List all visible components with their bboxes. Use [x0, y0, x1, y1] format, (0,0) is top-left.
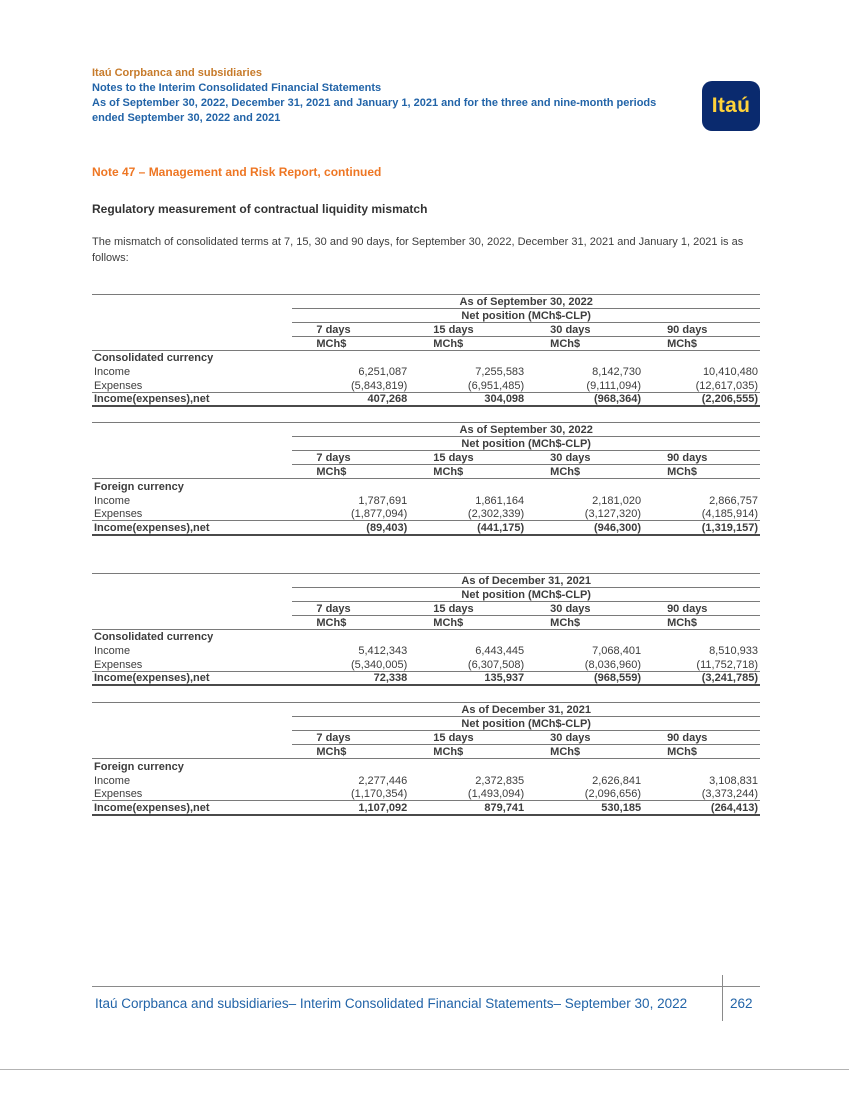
table-row-net: [92, 392, 760, 406]
column-header-7days: 7 days: [292, 322, 409, 336]
unit-label: MCh$: [643, 615, 760, 629]
cell-value: 2,626,841: [592, 774, 642, 787]
row-label: Income(expenses),net: [92, 801, 292, 815]
table-row-expenses: [92, 657, 760, 671]
cell-value: 8,142,730: [592, 366, 642, 379]
cell-value: (2,302,339): [467, 508, 525, 521]
section-title: Regulatory measurement of contractual liquidity mismatch: [92, 202, 428, 216]
cell-value: (3,241,785): [643, 671, 760, 685]
table-period: As of September 30, 2022: [292, 294, 760, 308]
table-row-expenses: [92, 378, 760, 392]
section-row: [92, 629, 760, 643]
table-row-net: [92, 521, 760, 535]
row-label: Income: [94, 774, 131, 787]
cell-value: (5,843,819): [351, 379, 408, 392]
cell-value: 7,255,583: [475, 366, 525, 379]
cell-value: (4,185,914): [701, 508, 758, 521]
page-footer: [92, 986, 760, 1017]
column-header-row: [92, 451, 760, 465]
row-label: Expenses: [94, 788, 143, 801]
table-row-income: [92, 773, 760, 787]
unit-label: MCh$: [292, 615, 409, 629]
unit-label: MCh$: [526, 465, 643, 479]
table-subtitle: Net position (MCh$-CLP): [292, 308, 760, 322]
column-header-30days: 30 days: [526, 322, 643, 336]
column-header-7days: 7 days: [292, 601, 409, 615]
row-label: Income(expenses),net: [92, 521, 292, 535]
section-row: [92, 759, 760, 773]
column-header-15days: 15 days: [409, 451, 526, 465]
cell-value: 6,251,087: [358, 366, 408, 379]
section-row: [92, 479, 760, 493]
note-title: Note 47 – Management and Risk Report, continued: [92, 165, 382, 179]
period-row: [92, 423, 760, 437]
section-label: Consolidated currency: [94, 631, 214, 644]
column-header-row: [92, 601, 760, 615]
header-text-block: [92, 66, 674, 125]
table-subtitle: Net position (MCh$-CLP): [292, 717, 760, 731]
column-header-30days: 30 days: [526, 451, 643, 465]
table-period: As of September 30, 2022: [292, 423, 760, 437]
unit-label: MCh$: [526, 336, 643, 350]
document-period-line: As of September 30, 2022, December 31, 2021 and January 1, 2021 and for the three and nine-month periods ended September 30, 2022 and 2021: [92, 96, 657, 124]
cell-value: (8,036,960): [584, 658, 642, 671]
row-label: Income: [94, 366, 131, 379]
column-header-30days: 30 days: [526, 731, 643, 745]
period-row: [92, 294, 760, 308]
unit-label: MCh$: [409, 465, 526, 479]
unit-label: MCh$: [409, 336, 526, 350]
column-header-row: [92, 322, 760, 336]
intro-paragraph: The mismatch of consolidated terms at 7, 15, 30 and 90 days, for September 30, 2022, December 31, 2021 and January 1, 2021 is as follows:: [92, 236, 744, 264]
cell-value: (3,127,320): [584, 508, 642, 521]
cell-value: (2,206,555): [643, 392, 760, 406]
subtitle-row: [92, 717, 760, 731]
row-label: Expenses: [94, 508, 143, 521]
unit-label: MCh$: [643, 465, 760, 479]
cell-value: 2,277,446: [358, 774, 408, 787]
table-row-income: [92, 493, 760, 507]
cell-value: (3,373,244): [701, 788, 758, 801]
subtitle-row: [92, 587, 760, 601]
table-dec2021-consolidated: [92, 573, 760, 687]
cell-value: (2,096,656): [584, 788, 642, 801]
column-header-15days: 15 days: [409, 731, 526, 745]
table-subtitle: Net position (MCh$-CLP): [292, 587, 760, 601]
column-header-90days: 90 days: [643, 601, 760, 615]
cell-value: 10,410,480: [702, 366, 758, 379]
table-period: As of December 31, 2021: [292, 573, 760, 587]
section-row: [92, 350, 760, 364]
subtitle-row: [92, 437, 760, 451]
cell-value: (1,493,094): [467, 788, 525, 801]
row-label: Income(expenses),net: [92, 671, 292, 685]
unit-label: MCh$: [526, 745, 643, 759]
cell-value: 2,866,757: [709, 494, 758, 507]
column-header-30days: 30 days: [526, 601, 643, 615]
cell-value: 407,268: [292, 392, 409, 406]
cell-value: 135,937: [409, 671, 526, 685]
column-header-15days: 15 days: [409, 322, 526, 336]
table-row-net: [92, 801, 760, 815]
row-label: Income: [94, 645, 131, 658]
column-header-15days: 15 days: [409, 601, 526, 615]
column-header-90days: 90 days: [643, 731, 760, 745]
row-label: Income(expenses),net: [92, 392, 292, 406]
cell-value: 1,787,691: [358, 494, 408, 507]
cell-value: (89,403): [292, 521, 409, 535]
table-subtitle: Net position (MCh$-CLP): [292, 437, 760, 451]
cell-value: (441,175): [409, 521, 526, 535]
table-row-expenses: [92, 787, 760, 801]
cell-value: 879,741: [409, 801, 526, 815]
row-label: Expenses: [94, 379, 143, 392]
cell-value: (968,364): [526, 392, 643, 406]
subtitle-row: [92, 308, 760, 322]
table-row-expenses: [92, 507, 760, 521]
unit-label: MCh$: [526, 615, 643, 629]
unit-label: MCh$: [409, 745, 526, 759]
company-name: Itaú Corpbanca and subsidiaries: [92, 67, 262, 79]
cell-value: (968,559): [526, 671, 643, 685]
cell-value: 1,107,092: [292, 801, 409, 815]
section-label: Foreign currency: [94, 480, 184, 493]
unit-row: [92, 745, 760, 759]
cell-value: (5,340,005): [351, 658, 408, 671]
cell-value: 530,185: [526, 801, 643, 815]
row-label: Expenses: [94, 658, 143, 671]
table-sep2022-consolidated: [92, 294, 760, 408]
unit-label: MCh$: [292, 336, 409, 350]
cell-value: 304,098: [409, 392, 526, 406]
period-row: [92, 703, 760, 717]
cell-value: (6,307,508): [467, 658, 525, 671]
cell-value: (9,111,094): [586, 379, 642, 392]
cell-value: 5,412,343: [358, 645, 408, 658]
cell-value: (264,413): [643, 801, 760, 815]
cell-value: (1,877,094): [351, 508, 408, 521]
document-title: Notes to the Interim Consolidated Financial Statements: [92, 81, 382, 94]
cell-value: (1,319,157): [643, 521, 760, 535]
column-header-7days: 7 days: [292, 451, 409, 465]
itau-logo: [702, 81, 760, 131]
cell-value: (12,617,035): [695, 379, 758, 392]
section-label: Consolidated currency: [94, 352, 214, 365]
cell-value: (1,170,354): [351, 788, 408, 801]
row-label: Income: [94, 494, 131, 507]
cell-value: 7,068,401: [592, 645, 642, 658]
table-dec2021-foreign: [92, 702, 760, 816]
cell-value: 3,108,831: [709, 774, 758, 787]
unit-label: MCh$: [292, 745, 409, 759]
page-number: 262: [722, 987, 760, 1017]
unit-row: [92, 465, 760, 479]
unit-label: MCh$: [292, 465, 409, 479]
table-row-income: [92, 364, 760, 378]
column-header-7days: 7 days: [292, 731, 409, 745]
cell-value: 1,861,164: [475, 494, 525, 507]
table-row-income: [92, 643, 760, 657]
unit-label: MCh$: [409, 615, 526, 629]
cell-value: (946,300): [526, 521, 643, 535]
unit-label: MCh$: [643, 336, 760, 350]
cell-value: (11,752,718): [696, 658, 758, 671]
unit-row: [92, 615, 760, 629]
section-label: Foreign currency: [94, 760, 184, 773]
document-header: [92, 66, 760, 131]
footer-text: Itaú Corpbanca and subsidiaries– Interim Consolidated Financial Statements– September 30, 2022: [95, 996, 688, 1011]
table-row-net: [92, 671, 760, 685]
cell-value: 2,181,020: [592, 494, 642, 507]
cell-value: 2,372,835: [475, 774, 525, 787]
column-header-row: [92, 731, 760, 745]
itau-logo-text: Itaú: [711, 94, 751, 117]
period-row: [92, 573, 760, 587]
cell-value: 6,443,445: [475, 645, 525, 658]
unit-row: [92, 336, 760, 350]
column-header-90days: 90 days: [643, 322, 760, 336]
unit-label: MCh$: [643, 745, 760, 759]
column-header-90days: 90 days: [643, 451, 760, 465]
cell-value: 72,338: [292, 671, 409, 685]
cell-value: 8,510,933: [709, 645, 758, 658]
page-bottom-rule: [0, 1069, 849, 1070]
table-sep2022-foreign: [92, 422, 760, 536]
table-period: As of December 31, 2021: [292, 703, 760, 717]
cell-value: (6,951,485): [467, 379, 525, 392]
